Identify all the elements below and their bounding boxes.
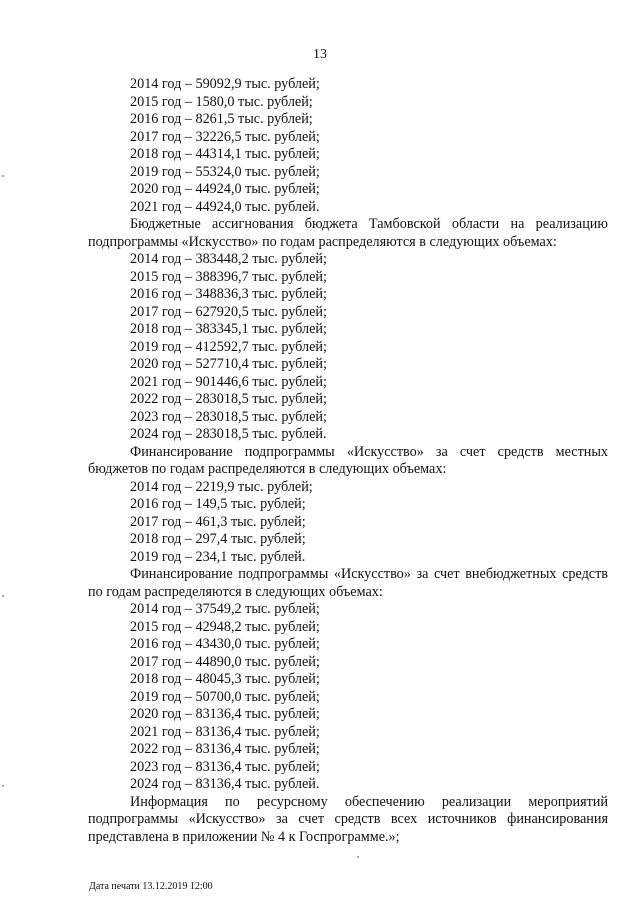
list-item: 2020 год – 44924,0 тыс. рублей; bbox=[130, 181, 320, 197]
list-item: 2021 год – 44924,0 тыс. рублей. bbox=[130, 198, 320, 215]
scan-artifact bbox=[357, 856, 359, 858]
paragraph-local: Финансирование подпрограммы «Искусство» за счет средств местных бюджетов по годам распределяются в следующих объемах: bbox=[88, 443, 608, 477]
print-date: Дата печати 13.12.2019 12:00 bbox=[89, 881, 213, 892]
list-item: 2018 год – 383345,1 тыс. рублей; bbox=[130, 321, 327, 337]
list-item: 2016 год – 348836,3 тыс. рублей; bbox=[130, 286, 327, 302]
list-item: 2024 год – 83136,4 тыс. рублей. bbox=[130, 776, 320, 792]
list-item: 2020 год – 527710,4 тыс. рублей; bbox=[130, 356, 327, 372]
list-item: 2016 год – 149,5 тыс. рублей; bbox=[130, 496, 306, 512]
list-item: 2019 год – 50700,0 тыс. рублей; bbox=[130, 688, 320, 705]
list-item: 2021 год – 83136,4 тыс. рублей; bbox=[130, 723, 320, 740]
list-item: 2021 год – 901446,6 тыс. рублей; bbox=[130, 373, 327, 390]
list-item: 2022 год – 283018,5 тыс. рублей; bbox=[130, 391, 327, 407]
list-item: 2014 год – 59092,9 тыс. рублей; bbox=[130, 76, 320, 92]
list-item: 2018 год – 44314,1 тыс. рублей; bbox=[130, 146, 320, 162]
paragraph-info: Информация по ресурсному обеспечению реализации мероприятий подпрограммы «Искусство» за счет средств всех источников финансирования представлена в приложении № 4 к Госпрограмме.»; bbox=[88, 793, 608, 845]
list-item: 2014 год – 383448,2 тыс. рублей; bbox=[130, 251, 327, 267]
scan-artifact bbox=[2, 785, 4, 787]
list-item: 2024 год – 283018,5 тыс. рублей. bbox=[130, 426, 327, 442]
document-body bbox=[88, 76, 608, 846]
scan-artifact bbox=[2, 595, 4, 597]
list-item: 2017 год – 44890,0 тыс. рублей; bbox=[130, 653, 320, 670]
list-item: 2019 год – 412592,7 тыс. рублей; bbox=[130, 338, 327, 355]
list-item: 2015 год – 42948,2 тыс. рублей; bbox=[130, 618, 320, 635]
list-item: 2015 год – 388396,7 тыс. рублей; bbox=[130, 268, 327, 285]
list-item: 2020 год – 83136,4 тыс. рублей; bbox=[130, 706, 320, 722]
list-item: 2018 год – 48045,3 тыс. рублей; bbox=[130, 671, 320, 687]
list-item: 2016 год – 8261,5 тыс. рублей; bbox=[130, 111, 313, 127]
list-item: 2019 год – 234,1 тыс. рублей. bbox=[130, 548, 306, 565]
list-item: 2017 год – 627920,5 тыс. рублей; bbox=[130, 303, 327, 320]
list-item: 2017 год – 461,3 тыс. рублей; bbox=[130, 513, 306, 530]
list-item: 2014 год – 2219,9 тыс. рублей; bbox=[130, 478, 313, 495]
list-item: 2019 год – 55324,0 тыс. рублей; bbox=[130, 163, 320, 180]
scan-artifact bbox=[2, 175, 4, 177]
page-number: 13 bbox=[313, 47, 327, 62]
list-item: 2016 год – 43430,0 тыс. рублей; bbox=[130, 636, 320, 652]
list-item: 2022 год – 83136,4 тыс. рублей; bbox=[130, 741, 320, 757]
list-item: 2015 год – 1580,0 тыс. рублей; bbox=[130, 93, 313, 110]
list-item: 2018 год – 297,4 тыс. рублей; bbox=[130, 531, 306, 547]
list-item: 2014 год – 37549,2 тыс. рублей; bbox=[130, 601, 320, 617]
paragraph-extra: Финансирование подпрограммы «Искусство» за счет внебюджетных средств по годам распределяются в следующих объемах: bbox=[88, 566, 608, 600]
list-item: 2023 год – 283018,5 тыс. рублей; bbox=[130, 408, 327, 425]
list-item: 2017 год – 32226,5 тыс. рублей; bbox=[130, 128, 320, 145]
paragraph-budget: Бюджетные ассигнования бюджета Тамбовской области на реализацию подпрограммы «Искусство» по годам распределяются в следующих объемах: bbox=[88, 216, 608, 250]
list-item: 2023 год – 83136,4 тыс. рублей; bbox=[130, 758, 320, 775]
